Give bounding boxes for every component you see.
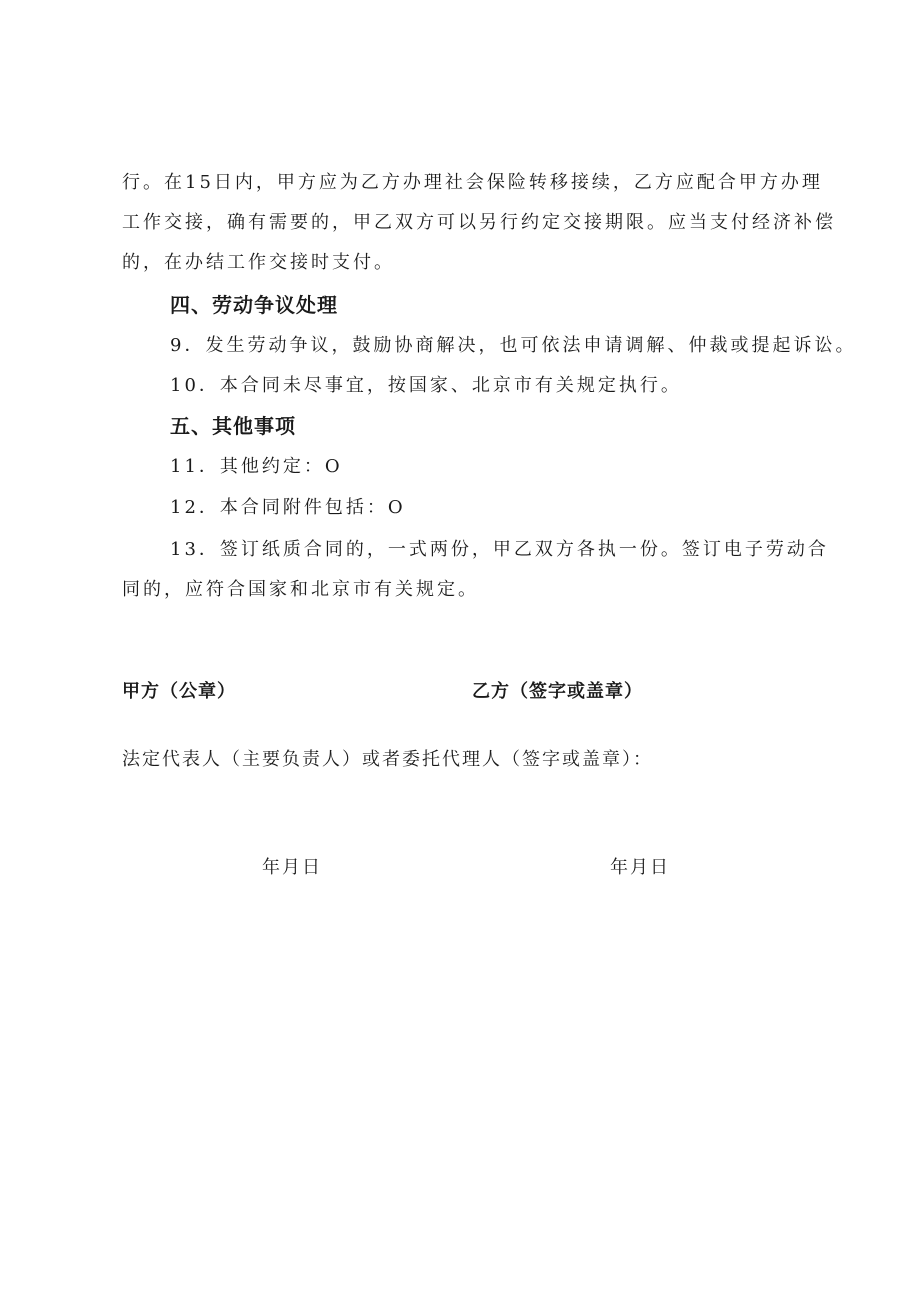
clause-13-line-2: 同的，应符合国家和北京市有关规定。 xyxy=(122,579,479,600)
clause-10: 10．本合同未尽事宜，按国家、北京市有关规定执行。 xyxy=(170,375,682,396)
paragraph-line-1: 行。在15日内，甲方应为乙方办理社会保险转移接续，乙方应配合甲方办理 xyxy=(122,172,823,193)
section-heading-labor-dispute: 四、劳动争议处理 xyxy=(170,293,338,317)
clause-11: 11．其他约定：O xyxy=(170,456,343,477)
clause-12: 12．本合同附件包括：O xyxy=(170,497,406,518)
paragraph-line-2: 工作交接，确有需要的，甲乙双方可以另行约定交接期限。应当支付经济补偿 xyxy=(122,212,836,233)
paragraph-line-3: 的，在办结工作交接时支付。 xyxy=(122,252,395,273)
party-a-date: 年月日 xyxy=(262,857,322,878)
party-a-seal-label: 甲方（公章） xyxy=(122,681,236,702)
representative-signature-label: 法定代表人（主要负责人）或者委托代理人（签字或盖章）： xyxy=(122,749,653,770)
clause-9: 9．发生劳动争议，鼓励协商解决，也可依法申请调解、仲裁或提起诉讼。 xyxy=(170,335,857,356)
party-b-date: 年月日 xyxy=(610,857,670,878)
section-heading-other-matters: 五、其他事项 xyxy=(170,414,296,438)
clause-13-line-1: 13．签订纸质合同的，一式两份，甲乙双方各执一份。签订电子劳动合 xyxy=(170,539,829,560)
party-b-signature-label: 乙方（签字或盖章） xyxy=(472,681,643,702)
